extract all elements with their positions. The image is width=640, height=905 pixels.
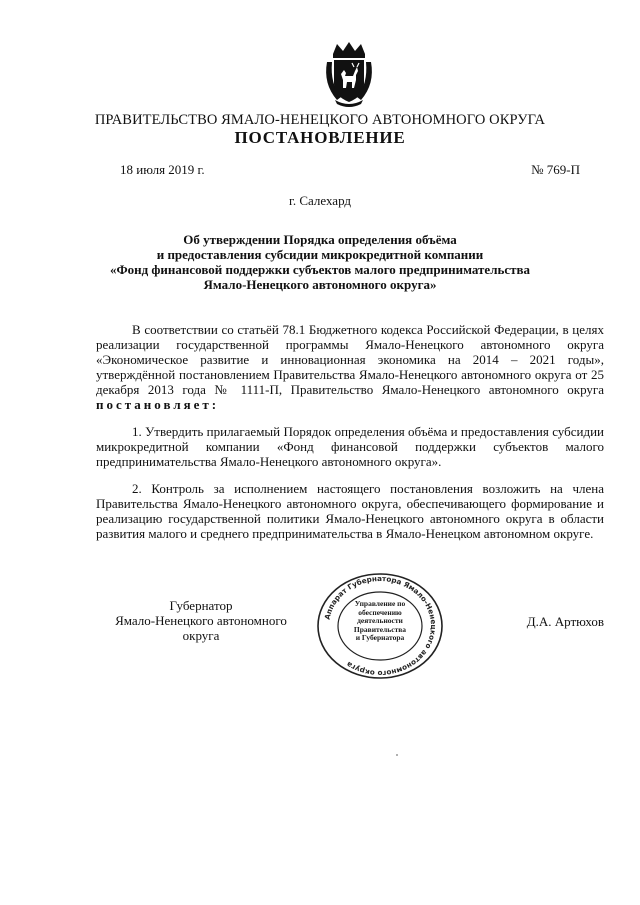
stamp-center-text (333, 600, 427, 643)
stamp-line: Правительства (353, 624, 407, 634)
document-number: № 769-П (531, 162, 580, 177)
preamble-text: В соответствии со статьёй 78.1 Бюджетного кодекса Российской Федерации, в целях реализации государственной программы Ямало-Ненецкого автономного округа «Экономическое развитие и инновационная экономика на 2014 – 2021 годы», утверждённой постановлением Правительства Ямало-Ненецкого автономного округа от 25 декабря 2013 года № 1111-П, Правительство Ямало-Ненецкого автономного округа (96, 322, 604, 397)
signatory-title-line: Ямало-Ненецкого автономного округа (115, 613, 287, 643)
organization-name: ПРАВИТЕЛЬСТВО ЯМАЛО-НЕНЕЦКОГО АВТОНОМНОГО ОКРУГА (94, 112, 546, 128)
title-line: и предоставления субсидии микрокредитной компании (156, 247, 484, 262)
stamp-line: деятельности (357, 616, 403, 625)
signatory-title-line: Губернатор (169, 598, 233, 613)
paragraph-item-2 (96, 481, 604, 541)
stamp-line: и Губернатора (355, 633, 405, 642)
document-title (60, 232, 580, 292)
paragraph-preamble-content (96, 322, 604, 412)
title-line: «Фонд финансовой поддержки субъектов малого предпринимательства (109, 262, 531, 277)
title-line: Об утверждении Порядка определения объёма (183, 232, 457, 247)
item-2-text: 2. Контроль за исполнением настоящего постановления возложить на члена Правительства Ямало-Ненецкого автономного округа, обеспечивающего формирование и реализацию государственной политики Ямало-Ненецкого автономного округа в области развития малого и среднего предпринимательства в Ямало-Ненецком автономном округе. (96, 481, 604, 541)
city-name: г. Салехард (288, 193, 352, 208)
document-date: 18 июля 2019 г. (120, 162, 205, 177)
paragraph-item-1 (96, 424, 604, 469)
stamp-line: Управление по (354, 599, 406, 608)
paragraph-preamble (96, 322, 604, 412)
document-type: ПОСТАНОВЛЕНИЕ (234, 128, 406, 147)
signatory-title (96, 598, 306, 643)
stamp-line: обеспечению (358, 607, 402, 617)
scan-artifact (396, 754, 398, 756)
svg-text:Аппарат Губернатора Ямало-Нене: Аппарат Губернатора Ямало-Ненецкого автономного округа (322, 573, 439, 679)
decree-keyword: постановляет: (96, 397, 220, 412)
signatory-name: Д.А. Артюхов (526, 614, 604, 629)
coat-of-arms-icon (323, 40, 375, 108)
item-1-text: 1. Утвердить прилагаемый Порядок определения объёма и предоставления субсидии микрокредитной компании «Фонд финансовой поддержки субъектов малого предпринимательства Ямало-Ненецкого автономного округа». (96, 424, 604, 469)
title-line: Ямало-Ненецкого автономного округа» (203, 277, 437, 292)
